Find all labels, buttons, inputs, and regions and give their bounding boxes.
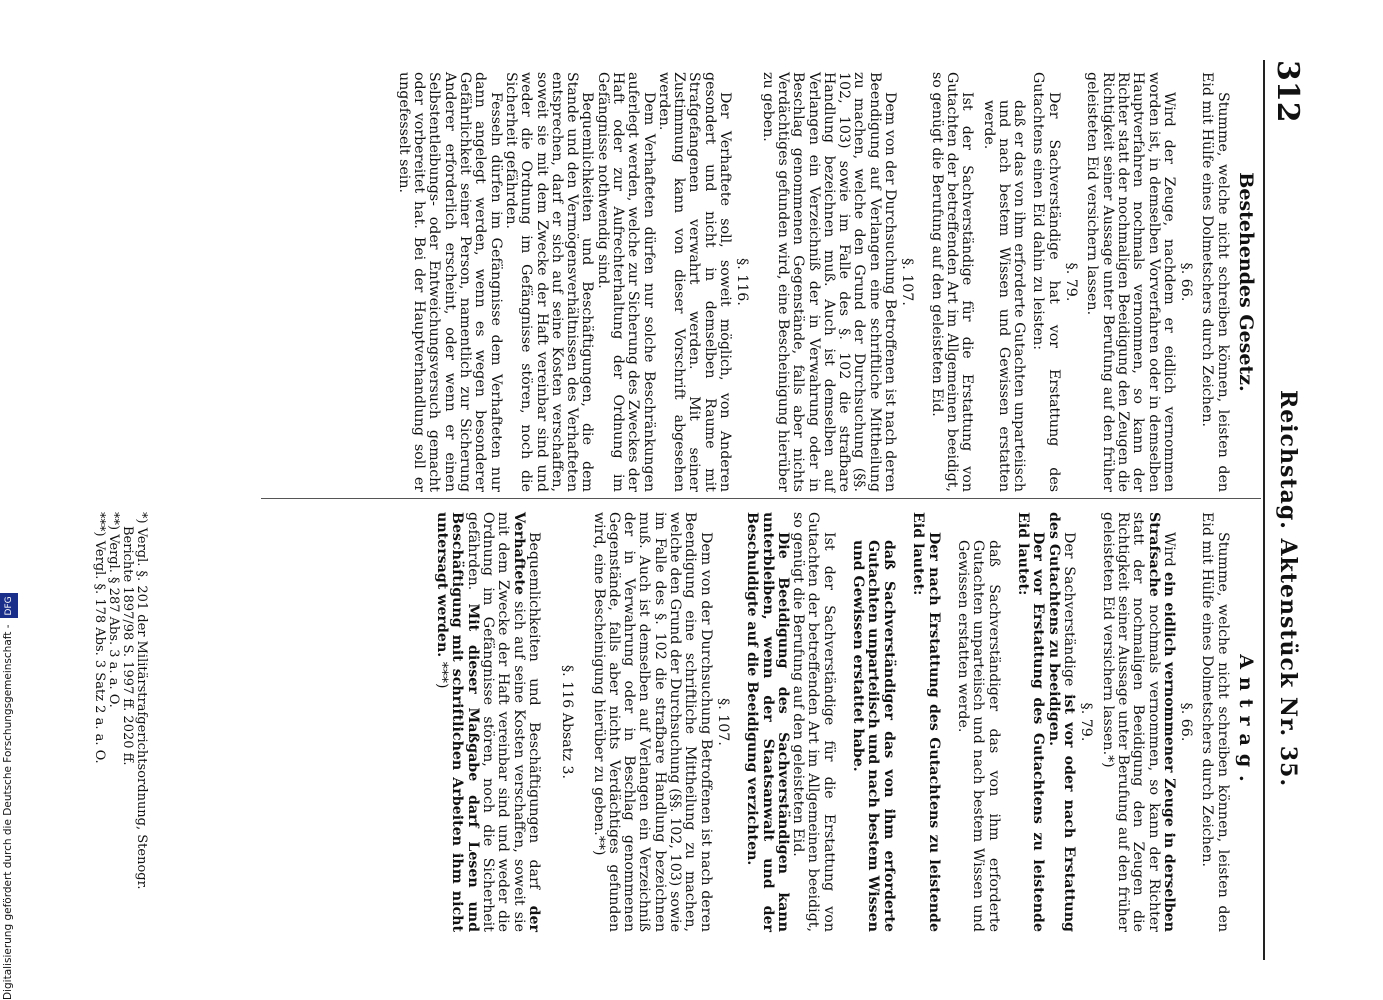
section-66-text: Wird der Zeuge, nachdem er eidlich vernommen worden ist, in demselben Vorverfahren oder in demselben Hauptverfahren nochmals vernommen, so kann der Richter statt der nochmaligen Beeidigung den Zeugen die Richtigkeit seiner Aussage unter Berufung auf den früher geleisteten Eid versichern lassen. — [1084, 72, 1177, 492]
bold-run: Der nach Erstattung des Gutachtens zu leistende Eid lautet: — [910, 512, 942, 932]
column-existing-law — [395, 72, 1257, 492]
column-heading-existing-law: Bestehendes Gesetz. — [1235, 172, 1257, 392]
footer-credit-text: Digitalisierung gefördert durch die Deutsche Forschungsgemeinschaft - — [2, 624, 14, 1000]
text-run: sich auf seine Kosten verschaffen, soweit sie mit dem Zwecke der Haft vereinbar sind und weder die Ordnung im Gefängnisse stören, noch die Sicherheit gefährden. — [464, 512, 527, 932]
footer-credit-strip — [0, 596, 16, 1000]
bold-run: Die Beeidigung des Sachverständigen kann unterbleiben, wenn der Staatsanwalt und der Beschuldigte auf die Beeidigung verzichten. — [744, 512, 791, 932]
text-run: Der Sachverständige — [1061, 532, 1078, 687]
footnote: ***) Vergl. §. 178 Abs. 3 Satz 2 a. a. O. — [92, 512, 107, 764]
section-reference: §. 116 Absatz 3. — [559, 665, 576, 779]
section-number: §. 66. — [1178, 262, 1195, 302]
section-79-text — [910, 512, 941, 932]
section-107-text: Dem von der Durchsuchung Betroffenen ist nach deren Beendigung auf Verlangen eine schriftliche Mittheilung zu machen, welche den Grund der Durchsuchung (§§. 102, 103) sowie im Falle des §. 102 die strafbare Handlung bezeichnen muß. Auch ist demselben auf Verlangen ein Verzeichniß der in Verwahrung oder in Beschlag genommenen Gegenstände, falls aber nichts Verdächtiges gefunden wird, eine Bescheinigung hierüber zu geben. — [759, 72, 899, 492]
section-107-text: Dem von der Durchsuchung Betroffenen ist nach deren Beendigung eine schriftliche Mittheilung zu machen, welche den Grund der Durchsuchung (§§. 102, 103) sowie im Falle des §. 102 die strafbare Handlung bezeichnen muß. Auch ist demselben auf Verlangen ein Verzeichniß der in Verwahrung oder in Beschlag genommenen Gegenstände, falls aber nichts Verdächtiges gefunden wird, eine Bescheinigung hierüber zu geben.**) — [590, 512, 714, 932]
footnotes — [92, 512, 148, 932]
text-run: nochmals vernommen, so kann der Richter statt der nochmaligen Beeidigung den Zeugen die Richtigkeit seiner Aussage unter Berufung auf den früher geleisteten Eid versichern lassen.*) — [1099, 512, 1162, 932]
section-79-text — [744, 512, 790, 932]
section-116-text: Fesseln dürfen im Gefängnisse dem Verhafteten nur dann angelegt werden, wenn es wegen besonderer Gefährlichkeit seiner Person, namentlich zur Sicherung Anderer erforderlich erscheint, oder wenn er einen Selbstentleibungs- oder Entweichungsversuch gemacht oder vorbereitet hat. Bei der Hauptverhandlung soll er ungefesselt sein. — [395, 72, 504, 492]
header-rule — [1263, 60, 1265, 960]
column-heading-proposal: Antrag. — [1235, 654, 1257, 790]
section-116-text: Dem Verhafteten dürfen nur solche Beschränkungen auferlegt werden, welche zur Sicherung des Zweckes der Haft oder zur Aufrechterhaltung der Ordnung im Gefängnisse nothwendig sind. — [594, 72, 657, 492]
section-79-text: Ist der Sachverständige für die Erstattung von Gutachten der betreffenden Art im Allgemeinen beeidigt, so genügt die Berufung auf den geleisteten Eid. — [790, 512, 837, 932]
section-number: §. 107. — [899, 258, 916, 306]
section-number: §. 66. — [1178, 702, 1195, 742]
bold-run: der Verhaftete — [510, 512, 542, 932]
text-run: ***) — [434, 661, 451, 689]
section-79-text: Der Sachverständige hat vor Erstattung des Gutachtens einen Eid dahin zu leisten: — [1030, 72, 1062, 492]
section-116-text — [434, 512, 541, 932]
section-79-text — [1045, 512, 1076, 932]
section-66-text — [1099, 512, 1175, 932]
column-proposal — [434, 512, 1257, 932]
section-79-oath: daß Sachverständiger das von ihm erforderte Gutachten unparteiisch und nach bestem Wissen und Gewissen erstattet habe. — [850, 540, 897, 932]
section-79-text — [1015, 512, 1046, 932]
section-116-text: Bequemlichkeiten und Beschäftigungen, die dem Stande und den Vermögensverhältnissen des Verhafteten entsprechen, darf er sich auf seine Kosten verschaffen, soweit sie mit dem Zwecke der Haft vereinbar sind und weder die Ordnung im Gefängnisse stören, noch die Sicherheit gefährden. — [502, 72, 596, 492]
section-79-oath: daß Sachverständiger das von ihm erforderte Gutachten unparteiisch und nach bestem Wissen und Gewissen erstatten werde. — [955, 540, 1002, 932]
running-title: Reichstag. Aktenstück Nr. 35. — [1275, 390, 1301, 788]
section-number: §. 79. — [1078, 702, 1095, 742]
text-run: Wird — [1160, 532, 1177, 567]
bold-run: ist vor oder nach Erstattung des Gutachtens zu beeidigen. — [1045, 512, 1078, 932]
footer-credit — [0, 596, 16, 1000]
text-run: Bequemlichkeiten und Beschäftigungen darf — [525, 532, 542, 890]
section-79-oath: daß er das von ihm erforderte Gutachten unparteiisch und nach bestem Wissen und Gewissen erstatten werde. — [980, 100, 1028, 492]
footnote: *) Vergl. §. 201 der Militärstrafgerichtsordnung, Stenogr. Berichte 1897/98 S. 1997 ff. 2020 ff. — [120, 512, 149, 890]
section-number: §. 79. — [1063, 262, 1080, 302]
bold-run: Der vor Erstattung des Gutachtens zu leistende Eid lautet: — [1015, 512, 1047, 932]
dfg-logo: DFG — [0, 593, 18, 618]
intro-paragraph: Stumme, welche nicht schreiben können, leisten den Eid mit Hülfe eines Dolmetschers durch Zeichen. — [1199, 72, 1231, 492]
section-116-text: Der Verhaftete soll, soweit möglich, von Anderen gesondert und nicht in demselben Raume mit Strafgefangenen verwahrt werden. Mit seiner Zustimmung kann von dieser Vorschrift abgesehen werden. — [655, 72, 734, 492]
bold-run: ein eidlich vernommener Zeuge in derselben Strafsache — [1145, 512, 1177, 932]
section-79-text: Ist der Sachverständige für die Erstattung von Gutachten der betreffenden Art im Allgemeinen beeidigt, so genügt die Berufung auf den geleisteten Eid. — [928, 72, 976, 492]
bold-run: Mit dieser Maßgabe darf Lesen und Beschäftigung mit schriftlichen Arbeiten ihm nicht untersagt werden. — [434, 512, 481, 932]
page-header — [1265, 60, 1305, 960]
section-number: §. 116. — [734, 258, 751, 306]
page-number: 312 — [1270, 60, 1305, 123]
section-number: §. 107. — [714, 698, 731, 746]
intro-paragraph: Stumme, welche nicht schreiben können, leisten den Eid mit Hülfe eines Dolmetschers durch Zeichen. — [1199, 512, 1231, 932]
column-divider — [261, 498, 1261, 499]
footnote: **) Vergl. § 287 Abs. 3 a. a. O. — [106, 512, 121, 708]
